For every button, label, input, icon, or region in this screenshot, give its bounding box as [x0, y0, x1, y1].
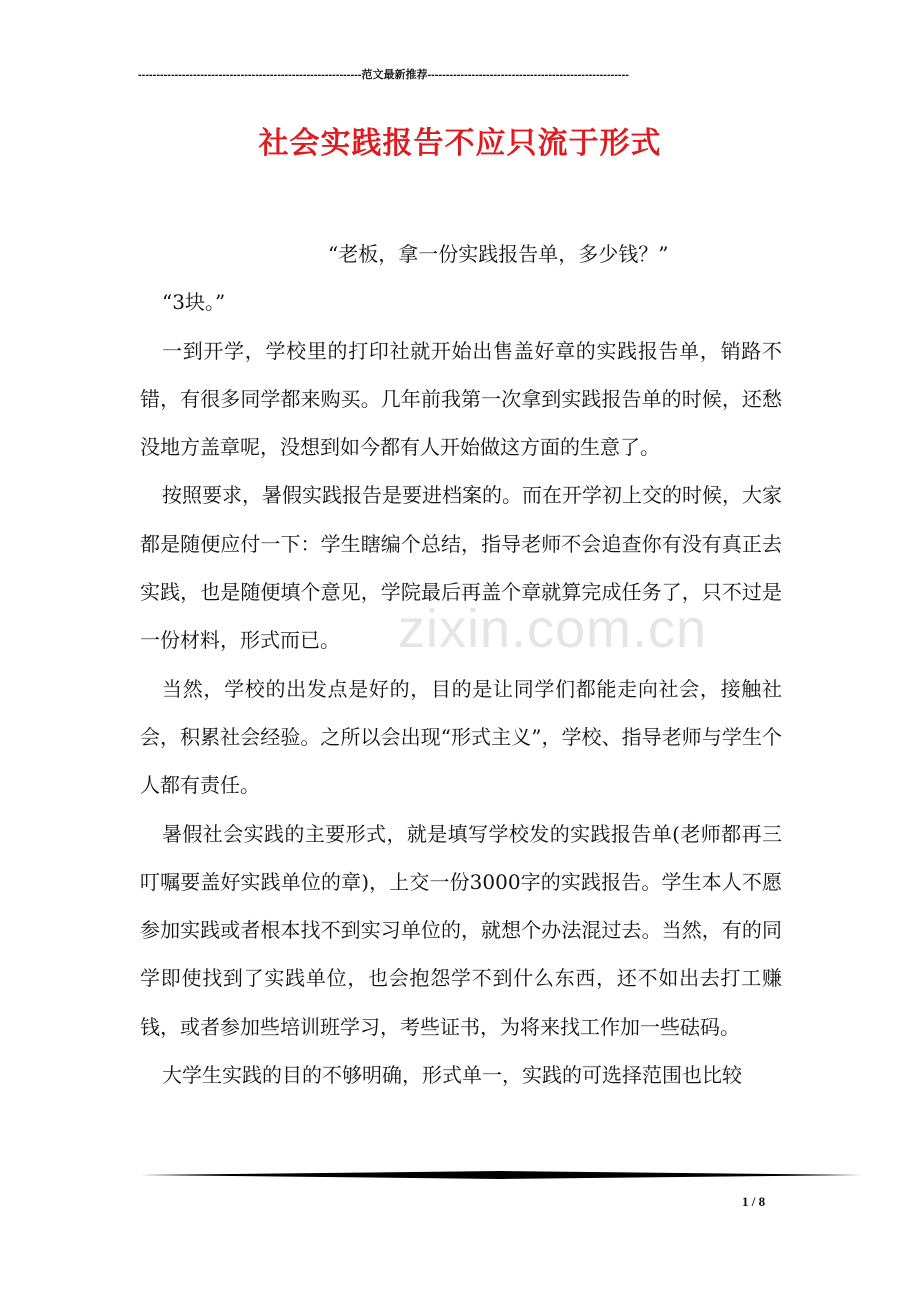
- paragraph: 暑假社会实践的主要形式，就是填写学校发的实践报告单(老师都再三叮嘱要盖好实践单位的章)，上交一份3000字的实践报告。学生本人不愿参加实践或者根本找不到实习单位的，就想个办法混过去。当然，有的同学即使找到了实践单位，也会抱怨学不到什么东西，还不如出去打工赚钱，或者参加些培训班学习，考些证书，为将来找工作加一些砝码。: [140, 821, 782, 1039]
- page-number: 1 / 8: [742, 1194, 766, 1209]
- paragraph: 按照要求，暑假实践报告是要进档案的。而在开学初上交的时候，大家都是随便应付一下：学生瞎编个总结，指导老师不会追查你有没有真正去实践，也是随便填个意见，学院最后再盖个章就算完成任务了，只不过是一份材料，形式而已。: [140, 483, 782, 653]
- paragraph: 一到开学，学校里的打印社就开始出售盖好章的实践报告单，销路不错，有很多同学都来购买。几年前我第一次拿到实践报告单的时候，还愁没地方盖章呢，没想到如今都有人开始做这方面的生意了。: [140, 338, 782, 460]
- watermark: zixin.com.cn: [398, 599, 708, 659]
- footer-divider: [140, 1171, 862, 1179]
- document-title: 社会实践报告不应只流于形式: [258, 126, 662, 161]
- document-body: [140, 230, 782, 1099]
- paragraph: 大学生实践的目的不够明确，形式单一，实践的可选择范围也比较: [162, 1063, 742, 1088]
- page-header: -------------------------------------------------------------范文最新推荐-------------------------------------------------------: [138, 69, 629, 81]
- paragraph: 当然，学校的出发点是好的，目的是让同学们都能走向社会，接触社会，积累社会经验。之所以会出现“形式主义”，学校、指导老师与学生个人都有责任。: [140, 676, 782, 798]
- paragraph: “老板，拿一份实践报告单，多少钱？”: [328, 242, 669, 266]
- paragraph: “3块。”: [162, 290, 226, 315]
